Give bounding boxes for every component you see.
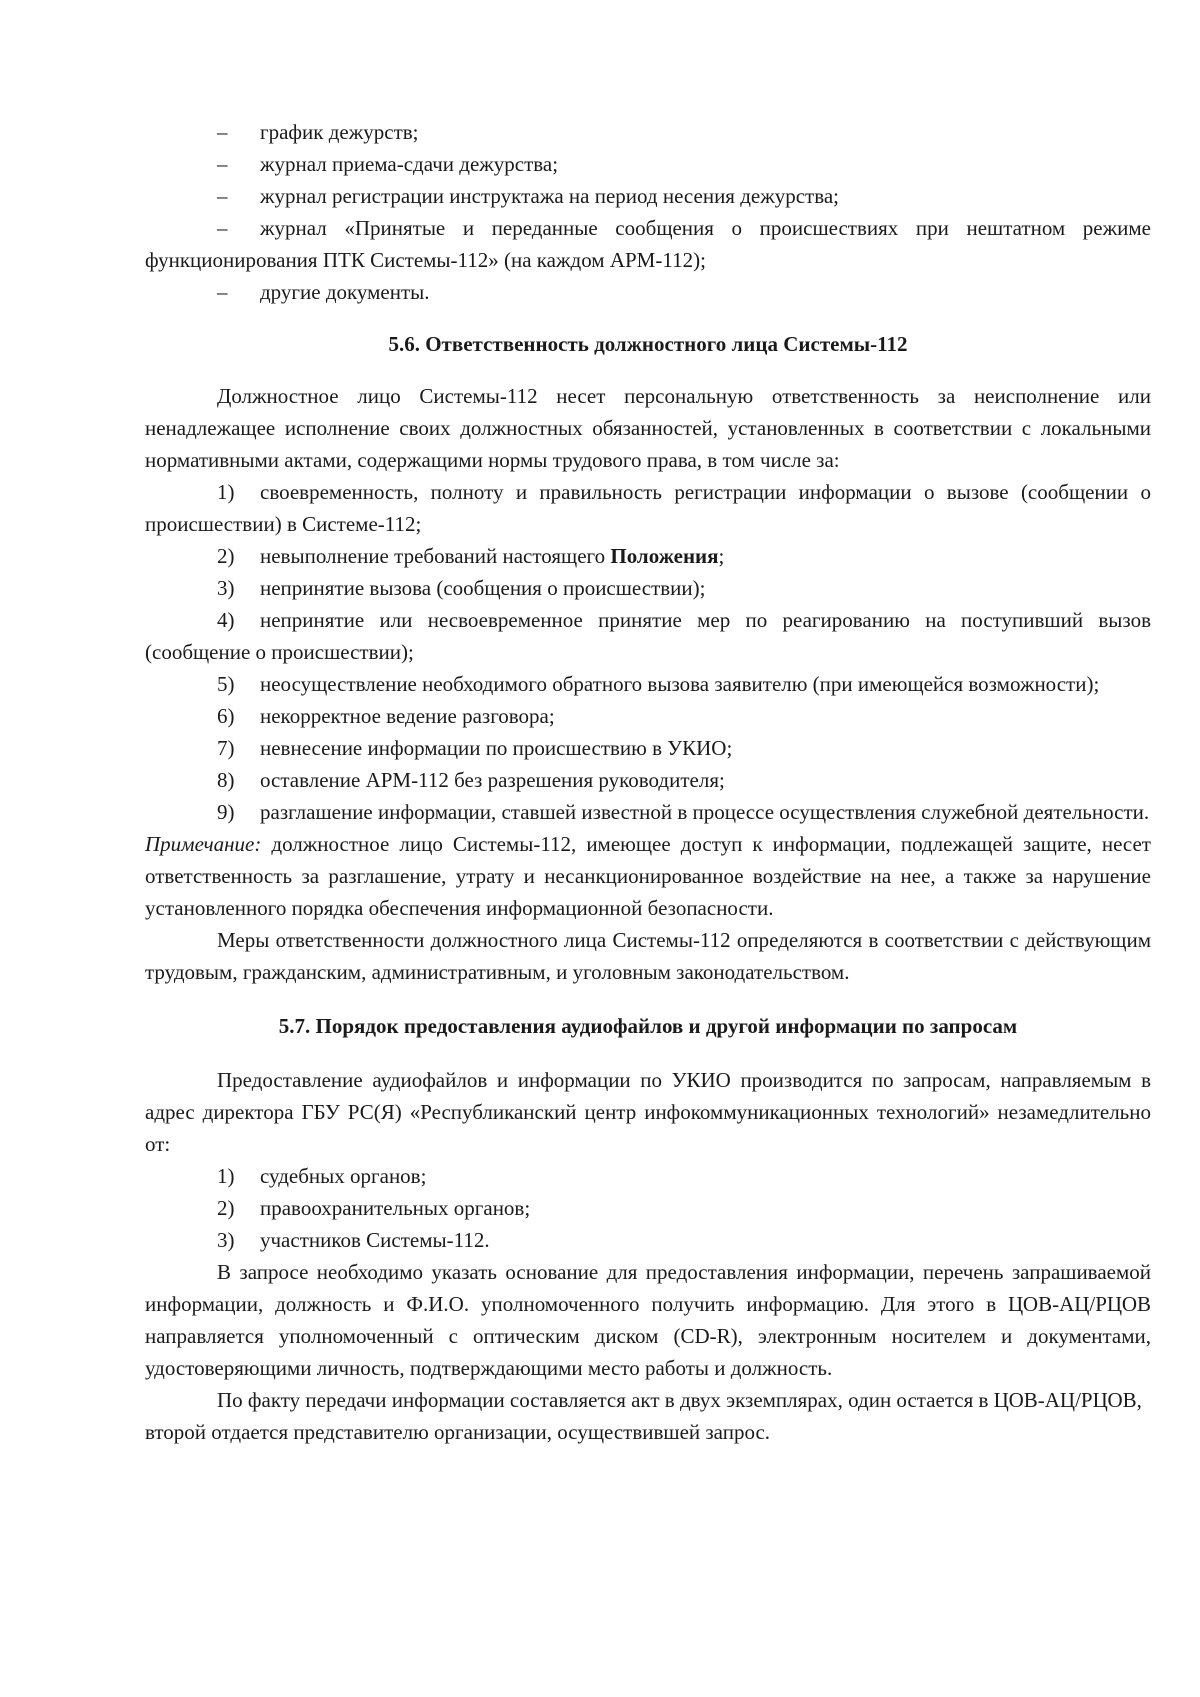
transfer-act-paragraph: По факту передачи информации составляется акт в двух экземплярах, один остается в ЦОВ-АЦ/РЦОВ, второй отдается представителю организации, осуществившей запрос. — [145, 1388, 1142, 1444]
item-number: 3) — [217, 1228, 235, 1252]
item-text: непринятие или несвоевременное принятие мер по реагированию на поступивший вызов (сообщение о происшествии); — [145, 608, 1151, 664]
item-number: 7) — [217, 736, 235, 760]
responsibility-list — [145, 476, 1151, 828]
item-text-bold: Положения — [610, 544, 719, 568]
item-text: неосуществление необходимого обратного вызова заявителю (при имеющейся возможности); — [260, 672, 1100, 696]
dash-marker: – — [217, 152, 228, 176]
item-text: оставление АРМ-112 без разрешения руководителя; — [260, 768, 725, 792]
dash-marker: – — [217, 216, 228, 240]
list-item — [145, 796, 1151, 828]
item-text: непринятие вызова (сообщения о происшествии); — [260, 576, 706, 600]
item-text: разглашение информации, ставшей известной в процессе осуществления служебной деятельности. — [260, 800, 1150, 824]
list-item — [145, 540, 1151, 572]
note-paragraph — [145, 828, 1151, 924]
dash-marker: – — [217, 184, 228, 208]
list-item — [145, 1224, 1151, 1256]
list-item — [145, 700, 1151, 732]
item-text: некорректное ведение разговора; — [260, 704, 555, 728]
item-text-end: ; — [718, 544, 725, 568]
request-requirements-paragraph: В запросе необходимо указать основание для предоставления информации, перечень запрашиваемой информации, должность и Ф.И.О. уполномоченного получить информацию. Для этого в ЦОВ-АЦ/РЦОВ направляется уполномоченный с оптическим диском (CD-R), электронным носителем и документами, удостоверяющими личность, подтверждающими место работы и должность. — [145, 1260, 1151, 1380]
item-number: 3) — [217, 576, 235, 600]
list-item — [145, 1192, 1151, 1224]
item-text: своевременность, полноту и правильность регистрации информации о вызове (сообщении о происшествии) в Системе-112; — [145, 480, 1151, 536]
list-item-text: журнал «Принятые и переданные сообщения о происшествиях при нештатном режиме функционирования ПТК Системы-112» (на каждом АРМ-112); — [145, 216, 1151, 272]
dash-marker: – — [217, 280, 228, 304]
measures-paragraph: Меры ответственности должностного лица Системы-112 определяются в соответствии с действующим трудовым, гражданским, административным, и уголовным законодательством. — [145, 928, 1151, 984]
item-number: 8) — [217, 768, 235, 792]
list-item — [145, 764, 1151, 796]
list-item-text: журнал приема-сдачи дежурства; — [260, 152, 559, 176]
item-number: 2) — [217, 1196, 235, 1220]
item-text: участников Системы-112. — [260, 1228, 490, 1252]
list-item — [145, 476, 1151, 540]
section-5-7-heading: 5.7. Порядок предоставления аудиофайлов и другой информации по запросам — [278, 1014, 1018, 1038]
list-item-text: другие документы. — [260, 280, 430, 304]
list-item — [145, 668, 1151, 700]
list-item-text: график дежурств; — [260, 120, 419, 144]
list-item — [145, 604, 1151, 668]
item-number: 1) — [217, 480, 235, 504]
documents-list — [145, 116, 1151, 308]
list-item — [145, 148, 1151, 180]
dash-marker: – — [217, 120, 228, 144]
section-5-6-intro: Должностное лицо Системы-112 несет персональную ответственность за неисполнение или ненадлежащее исполнение своих должностных обязанностей, установленных в соответствии с локальными нормативными актами, содержащими нормы трудового права, в том числе за: — [145, 384, 1151, 472]
note-label: Примечание: — [145, 832, 262, 856]
document-body — [145, 116, 1151, 1448]
list-item-text: журнал регистрации инструктажа на период несения дежурства; — [260, 184, 840, 208]
item-number: 2) — [217, 544, 235, 568]
item-text: невнесение информации по происшествию в УКИО; — [260, 736, 733, 760]
list-item — [145, 180, 1151, 212]
list-item — [145, 116, 1151, 148]
item-text: невыполнение требований настоящего — [260, 544, 611, 568]
item-text: правоохранительных органов; — [260, 1196, 531, 1220]
section-5-7-intro: Предоставление аудиофайлов и информации по УКИО производится по запросам, направляемым в адрес директора ГБУ РС(Я) «Республиканский центр инфокоммуникационных технологий» незамедлительно от: — [145, 1068, 1151, 1156]
list-item — [145, 732, 1151, 764]
item-number: 4) — [217, 608, 235, 632]
section-5-6-heading: 5.6. Ответственность должностного лица Системы-112 — [388, 332, 908, 356]
requesters-list — [145, 1160, 1151, 1256]
item-text: судебных органов; — [260, 1164, 427, 1188]
list-item — [145, 276, 1151, 308]
list-item — [145, 212, 1151, 276]
note-text: должностное лицо Системы-112, имеющее доступ к информации, подлежащей защите, несет ответственность за разглашение, утрату и несанкционированное воздействие на нее, а также за нарушение установленного порядка обеспечения информационной безопасности. — [145, 832, 1151, 920]
item-number: 6) — [217, 704, 235, 728]
item-number: 9) — [217, 800, 235, 824]
list-item — [145, 572, 1151, 604]
item-number: 5) — [217, 672, 235, 696]
list-item — [145, 1160, 1151, 1192]
item-number: 1) — [217, 1164, 235, 1188]
